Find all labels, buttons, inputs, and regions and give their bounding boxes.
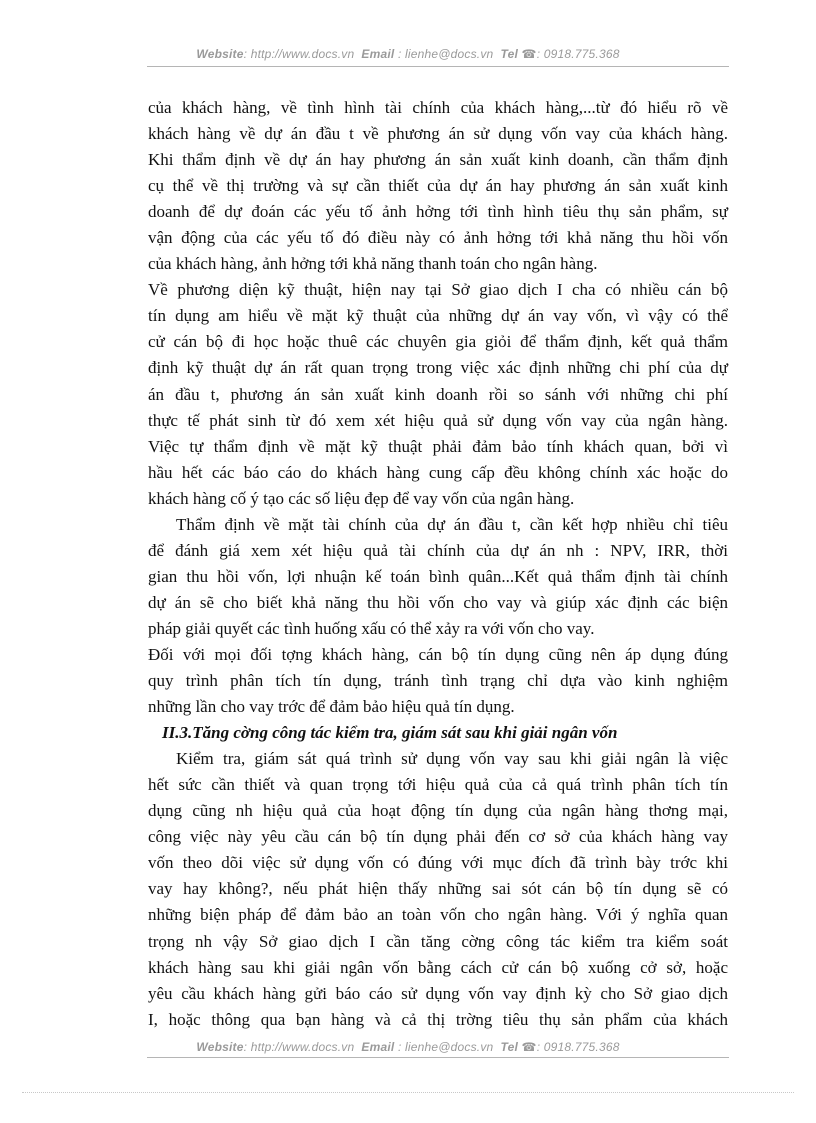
body-line: định kỹ thuật dự án rất quan trọng trong việc xác định những chi phí của dự <box>148 358 728 378</box>
body-line: hầu hết các báo cáo do khách hàng cung cấp đều không chính xác hoặc do <box>148 462 728 482</box>
phone-icon: ☎ <box>521 47 537 61</box>
header-divider <box>147 66 729 67</box>
header-tel-label: Tel <box>500 47 518 61</box>
body-line: Đối với mọi đối tợng khách hàng, cán bộ tín dụng cũng nên áp dụng đúng <box>148 644 728 664</box>
body-line: để đánh giá xem xét hiệu quả tài chính của dự án nh : NPV, IRR, thời <box>148 540 728 560</box>
header-email-link[interactable]: : lienhe@docs.vn <box>397 47 494 61</box>
page-bottom-dotted-border <box>22 1092 794 1093</box>
body-line: vay hay không?, nếu phát hiện thấy những sai sót cán bộ tín dụng sẽ có <box>148 879 728 899</box>
page-header <box>0 47 816 61</box>
footer-website-link[interactable]: : http://www.docs.vn <box>243 1040 355 1054</box>
header-tel-value: : 0918.775.368 <box>536 47 620 61</box>
body-line: cụ thể về thị trường và sự cần thiết của dự án hay phương án sản xuất kinh <box>148 176 728 196</box>
header-website-link[interactable]: : http://www.docs.vn <box>243 47 355 61</box>
body-line: Khi thẩm định về dự án hay phương án sản xuất kinh doanh, cần thẩm định <box>148 150 728 170</box>
body-line: gian thu hồi vốn, lợi nhuận kế toán bình quân...Kết quả thẩm định tài chính <box>148 566 728 586</box>
body-line: án đầu t, phương án sản xuất kinh doanh rồi so sánh với những chi phí <box>148 384 728 404</box>
footer-tel-label: Tel <box>500 1040 518 1054</box>
body-line: trọng nh vậy Sở giao dịch I cần tăng cờng công tác kiểm tra kiểm soát <box>148 931 728 951</box>
body-line: khách hàng về dự án đầu t về phương án sử dụng vốn vay của khách hàng. <box>148 124 728 144</box>
body-line: I, hoặc thông qua bạn hàng và cả thị trờng tiêu thụ sản phẩm của khách <box>148 1009 728 1029</box>
footer-email-label: Email <box>361 1040 395 1054</box>
body-line: dụng cũng nh hiệu quả của hoạt động tín dụng của ngân hàng thơng mại, <box>148 801 728 821</box>
body-line: vốn theo dõi việc sử dụng vốn có đúng với mục đích đã trình bày trớc khi <box>148 853 728 873</box>
body-line: Thẩm định về mặt tài chính của dự án đầu t, cần kết hợp nhiều chỉ tiêu <box>176 514 728 534</box>
body-line: thực tế phát sinh từ đó xem xét hiệu quả sử dụng vốn vay của ngân hàng. <box>148 410 728 430</box>
body-line: Việc tự thẩm định về mặt kỹ thuật phải đảm bảo tính khách quan, bởi vì <box>148 436 728 456</box>
document-body <box>148 95 728 1033</box>
body-line: hết sức cần thiết và quan trọng tới hiệu quả của cả quá trình phân tích tín <box>148 775 728 795</box>
body-line: công việc này yêu cầu cán bộ tín dụng phải đến cơ sở của khách hàng vay <box>148 827 728 847</box>
page-footer <box>0 1040 816 1054</box>
section-heading: II.3.Tăng cờng công tác kiểm tra, giám sát sau khi giải ngân vốn <box>162 723 618 743</box>
body-line: khách hàng sau khi giải ngân vốn bằng cách cử cán bộ xuống cở sở, hoặc <box>148 957 728 977</box>
body-line: những lần cho vay trớc để đảm bảo hiệu quả tín dụng. <box>148 697 515 717</box>
body-line: pháp giải quyết các tình huống xấu có thể xảy ra với vốn cho vay. <box>148 618 595 638</box>
body-line: quy trình phân tích tín dụng, tránh tình trạng chỉ dựa vào kinh nghiệm <box>148 671 728 691</box>
body-line: những biện pháp để đảm bảo an toàn vốn cho ngân hàng. Với ý nghĩa quan <box>148 905 728 925</box>
body-line: của khách hàng, về tình hình tài chính của khách hàng,...từ đó hiểu rõ về <box>148 98 728 117</box>
header-website-label: Website <box>196 47 244 61</box>
body-line: của khách hàng, ảnh hởng tới khả năng thanh toán cho ngân hàng. <box>148 254 598 274</box>
body-line: dự án sẽ cho biết khả năng thu hồi vốn cho vay và giúp xác định các biện <box>148 592 728 612</box>
footer-tel-value: : 0918.775.368 <box>536 1040 620 1054</box>
footer-divider <box>147 1057 729 1058</box>
footer-website-label: Website <box>196 1040 244 1054</box>
phone-icon: ☎ <box>521 1040 537 1054</box>
body-line: cử cán bộ đi học hoặc thuê các chuyên gia giỏi để thẩm định, kết quả thẩm <box>148 332 728 352</box>
body-line: vận động của các yếu tố đó điều này có ảnh hởng tới khả năng thu hồi vốn <box>148 228 728 248</box>
footer-email-link[interactable]: : lienhe@docs.vn <box>397 1040 494 1054</box>
body-line: Về phương diện kỹ thuật, hiện nay tại Sở giao dịch I cha có nhiều cán bộ <box>148 280 728 300</box>
body-line: khách hàng cố ý tạo các số liệu đẹp để vay vốn của ngân hàng. <box>148 488 575 508</box>
body-line: tín dụng am hiểu về mặt kỹ thuật của những dự án vay vốn, vì vậy có thể <box>148 306 728 326</box>
body-line: yêu cầu khách hàng gửi báo cáo sử dụng vốn vay định kỳ cho Sở giao dịch <box>148 983 728 1003</box>
header-email-label: Email <box>361 47 395 61</box>
body-line: doanh để dự đoán các yếu tố ảnh hởng tới tình hình tiêu thụ sản phẩm, sự <box>148 202 728 222</box>
body-line: Kiểm tra, giám sát quá trình sử dụng vốn vay sau khi giải ngân là việc <box>176 749 728 769</box>
